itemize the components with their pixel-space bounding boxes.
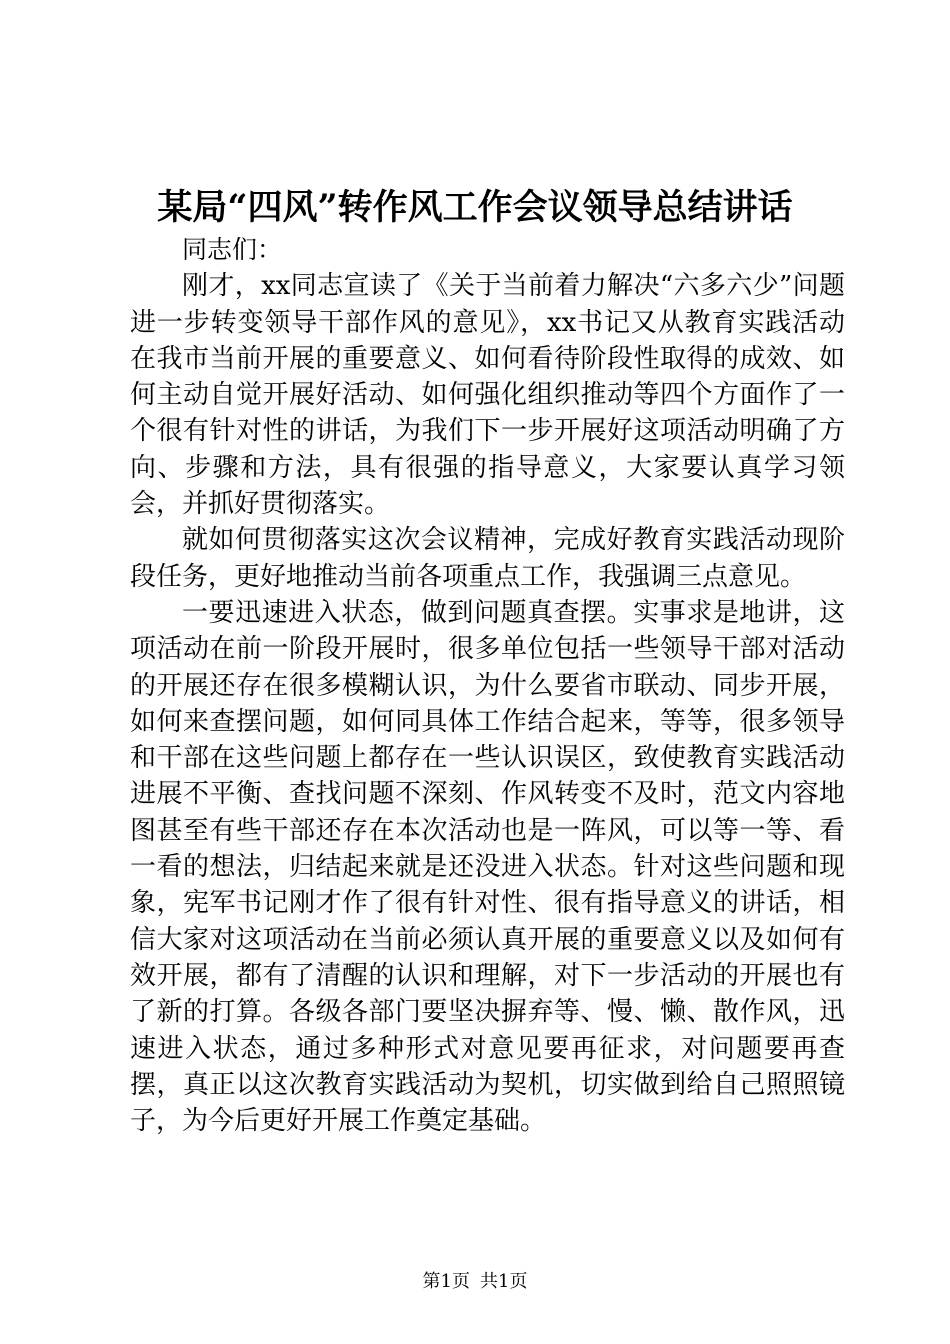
salutation: 同志们： — [182, 235, 283, 264]
paragraph-3: 一要迅速进入状态，做到问题真查摆。实事求是地讲，这项活动在前一阶段开展时，很多单位包括一些领导干部对活动的开展还存在很多模糊认识，为什么要省市联动、同步开展，如何来查摆问题，如何同具体工作结合起来，等等，很多领导和干部在这些问题上都存在一些认识误区，致使教育实践活动进展不平衡、查找问题不深刻、作风转变不及时，范文内容地图甚至有些干部还存在本次活动也是一阵风，可以等一等、看一看的想法，归结起来就是还没进入状态。针对这些问题和现象，宪军书记刚才作了很有针对性、很有指导意义的讲话，相信大家对这项活动在当前必须认真开展的重要意义以及如何有效开展，都有了清醒的认识和理解，对下一步活动的开展也有了新的打算。各级各部门要坚决摒弃等、慢、懒、散作风，迅速进入状态，通过多种形式对意见要再征求，对问题要再查摆，真正以这次教育实践活动为契机，切实做到给自己照照镜子，为今后更好开展工作奠定基础。 — [130, 597, 845, 1137]
page-number-current: 第1页 — [422, 1271, 470, 1292]
page-title: 某局“四风”转作风工作会议领导总结讲话 — [157, 187, 793, 228]
document-body — [130, 232, 845, 1139]
paragraph-1: 刚才，xx同志宣读了《关于当前着力解决“六多六少”问题进一步转变领导干部作风的意见》，xx书记又从教育实践活动在我市当前开展的重要意义、如何看待阶段性取得的成效、如何主动自觉开展好活动、如何强化组织推动等四个方面作了一个很有针对性的讲话，为我们下一步开展好这项活动明确了方向、步骤和方法，具有很强的指导意义，大家要认真学习领会，并抓好贯彻落实。 — [130, 271, 845, 520]
page-number-total: 共1页 — [480, 1271, 528, 1292]
page-footer — [0, 1270, 950, 1294]
paragraph-2: 就如何贯彻落实这次会议精神，完成好教育实践活动现阶段任务，更好地推动当前各项重点工作，我强调三点意见。 — [130, 525, 845, 592]
